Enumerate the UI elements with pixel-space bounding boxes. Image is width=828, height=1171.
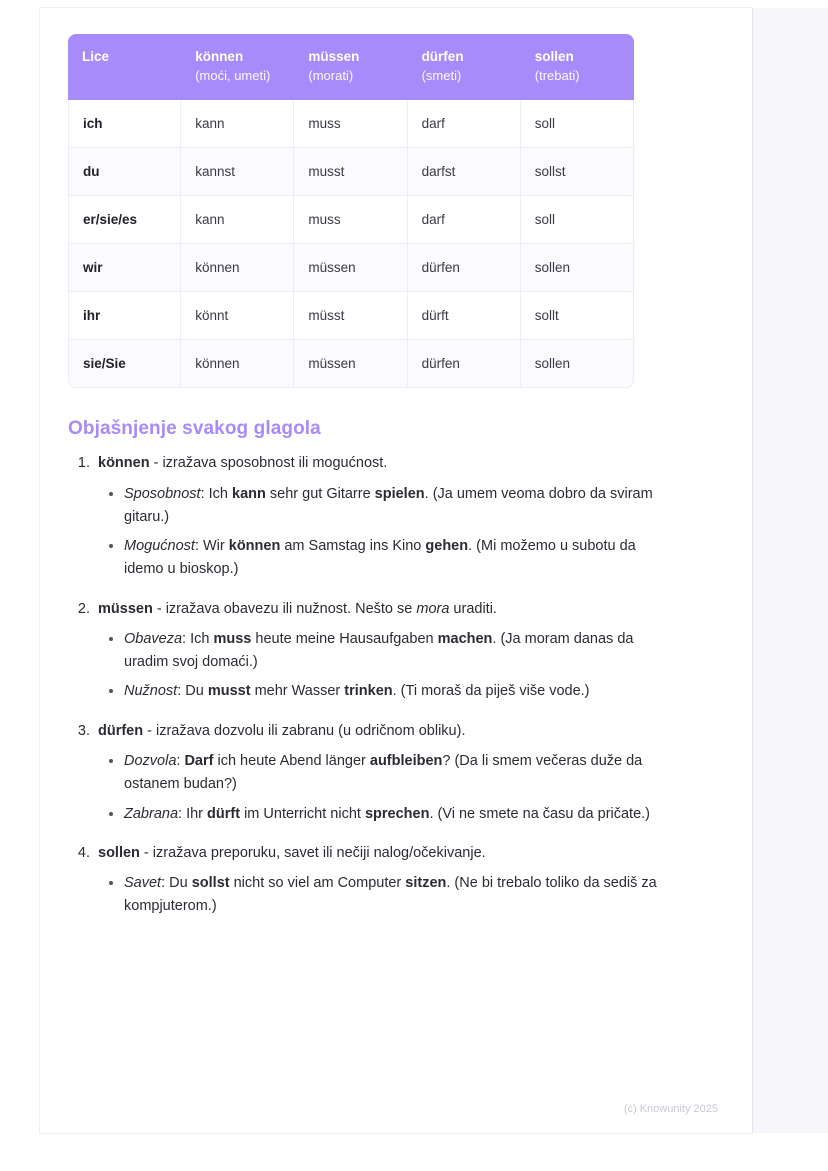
column-header-duerfen <box>408 34 521 100</box>
cell-muessen: muss <box>294 100 407 148</box>
column-header-koennen <box>181 34 294 100</box>
cell-person: du <box>68 148 181 196</box>
verb-lead: können - izražava sposobnost ili mogućnost. <box>98 455 388 472</box>
column-header-main: können <box>195 49 244 64</box>
list-item: • Sposobnost: Ich kann sehr gut Gitarre spielen. (Ja umem veoma dobro da sviram gitaru.) <box>124 483 672 529</box>
cell-sollen: soll <box>521 196 634 244</box>
cell-koennen: können <box>181 244 294 292</box>
cell-koennen: könnt <box>181 292 294 340</box>
cell-person: er/sie/es <box>68 196 181 244</box>
cell-duerfen: darf <box>408 100 521 148</box>
table-head <box>68 34 634 100</box>
column-header-main: Lice <box>82 49 110 64</box>
list-item <box>94 452 672 581</box>
list-item <box>94 842 672 919</box>
cell-sollen: soll <box>521 100 634 148</box>
page-title: Objašnjenje svakog glagola <box>68 418 321 440</box>
example-list <box>98 872 672 918</box>
cell-koennen: kannst <box>181 148 294 196</box>
verb-lead: sollen - izražava preporuku, savet ili nečiji nalog/očekivanje. <box>98 844 486 861</box>
cell-sollen: sollen <box>521 244 634 292</box>
cell-muessen: muss <box>294 196 407 244</box>
table-row <box>68 148 634 196</box>
column-header-lice <box>68 34 181 100</box>
table-row <box>68 196 634 244</box>
document-page <box>40 8 752 1133</box>
cell-sollen: sollst <box>521 148 634 196</box>
verb-explanation-list <box>68 452 672 918</box>
example-list <box>98 483 672 582</box>
cell-sollen: sollen <box>521 340 634 388</box>
cell-muessen: musst <box>294 148 407 196</box>
column-header-muessen <box>294 34 407 100</box>
column-header-sollen <box>521 34 634 100</box>
cell-person: ihr <box>68 292 181 340</box>
list-item: • Obaveza: Ich muss heute meine Hausaufgaben machen. (Ja moram danas da uradim svoj domaći.) <box>124 628 672 674</box>
footer-copyright: (c) Knowunity 2025 <box>623 1103 718 1115</box>
column-header-sub: (moći, umeti) <box>195 67 271 83</box>
cell-muessen: müssen <box>294 340 407 388</box>
document-content <box>68 34 672 935</box>
column-header-main: dürfen <box>421 49 464 64</box>
cell-duerfen: dürfen <box>408 244 521 292</box>
cell-duerfen: darf <box>408 196 521 244</box>
example-list <box>98 628 672 704</box>
cell-duerfen: dürft <box>408 292 521 340</box>
table-body <box>68 100 634 388</box>
modal-verbs-table <box>68 34 634 388</box>
list-item: • Savet: Du sollst nicht so viel am Computer sitzen. (Ne bi trebalo toliko da sediš za kompjuterom.) <box>124 872 672 918</box>
cell-sollen: sollt <box>521 292 634 340</box>
table-row <box>68 100 634 148</box>
cell-koennen: können <box>181 340 294 388</box>
cell-person: sie/Sie <box>68 340 181 388</box>
column-header-main: müssen <box>308 49 360 64</box>
list-item <box>94 720 672 826</box>
column-header-sub: (morati) <box>308 67 354 83</box>
table-row <box>68 340 634 388</box>
column-header-sub: (trebati) <box>534 67 580 83</box>
cell-koennen: kann <box>181 100 294 148</box>
table-row <box>68 292 634 340</box>
example-list <box>98 750 672 826</box>
cell-muessen: müsst <box>294 292 407 340</box>
table-row <box>68 244 634 292</box>
cell-duerfen: dürfen <box>408 340 521 388</box>
table-header-row <box>68 34 634 100</box>
list-item: • Mogućnost: Wir können am Samstag ins Kino gehen. (Mi možemo u subotu da idemo u bioskop.) <box>124 535 672 581</box>
page-side-strip <box>752 8 828 1133</box>
cell-koennen: kann <box>181 196 294 244</box>
list-item <box>94 598 672 704</box>
verb-lead: dürfen - izražava dozvolu ili zabranu (u odričnom obliku). <box>98 722 466 739</box>
cell-muessen: müssen <box>294 244 407 292</box>
column-header-main: sollen <box>534 49 574 64</box>
list-item: • Dozvola: Darf ich heute Abend länger aufbleiben? (Da li smem večeras duže da ostanem budan?) <box>124 750 672 796</box>
cell-person: wir <box>68 244 181 292</box>
verb-lead: müssen - izražava obavezu ili nužnost. Nešto se mora uraditi. <box>98 600 497 617</box>
list-item: • Nužnost: Du musst mehr Wasser trinken. (Ti moraš da piješ više vode.) <box>124 680 672 703</box>
cell-person: ich <box>68 100 181 148</box>
cell-duerfen: darfst <box>408 148 521 196</box>
column-header-sub: (smeti) <box>421 67 462 83</box>
list-item: • Zabrana: Ihr dürft im Unterricht nicht sprechen. (Vi ne smete na času da pričate.) <box>124 803 672 826</box>
